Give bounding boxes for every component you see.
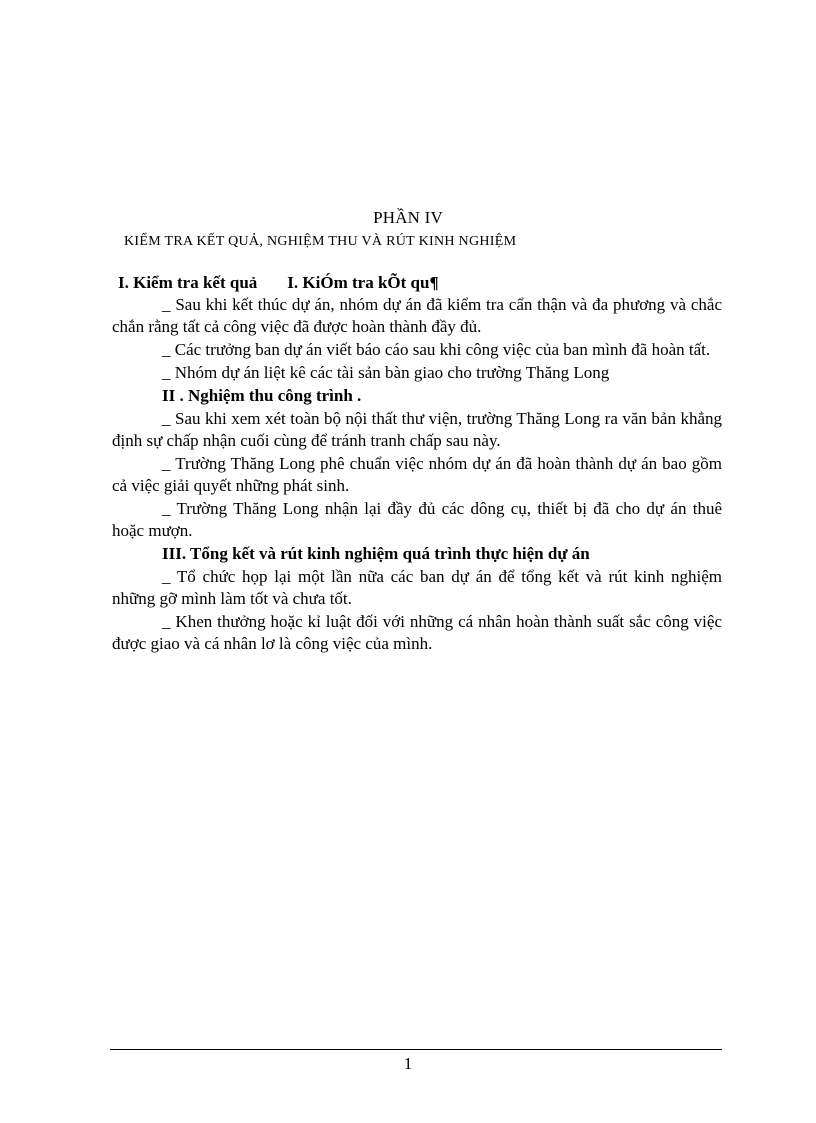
page-number: 1 <box>403 1054 413 1073</box>
section-1-paragraph: _ Các trưởng ban dự án viết báo cáo sau khi công việc của ban mình đã hoàn tất. <box>162 340 711 359</box>
section-1-heading-garbled: I. KiÓm tra kÕt qu¶ <box>287 273 439 292</box>
section-1-heading-line <box>118 272 722 294</box>
section-3-heading: III. Tổng kết và rút kinh nghiệm quá trình thực hiện dự án <box>162 544 590 563</box>
section-1-heading: I. Kiểm tra kết quả <box>118 273 258 292</box>
section-2-paragraph: _ Sau khi xem xét toàn bộ nội thất thư viện, trường Thăng Long ra văn bản khẳng định sự chấp nhận cuối cùng để tránh tranh chấp sau này. <box>112 409 722 450</box>
section-2-heading: II . Nghiệm thu công trình . <box>162 386 362 405</box>
part-title: PHẦN IV <box>373 208 443 227</box>
section-3-paragraph: _ Tổ chức họp lại một lần nữa các ban dự án để tổng kết và rút kinh nghiệm những gỡ mình làm tốt và chưa tốt. <box>112 567 722 608</box>
section-3-paragraph: _ Khen thưởng hoặc kỉ luật đối với những cá nhân hoàn thành suất sắc công việc được giao và cá nhân lơ là công việc của mình. <box>112 612 722 653</box>
document-body <box>112 272 722 656</box>
part-subtitle: KIỂM TRA KẾT QUẢ, NGHIỆM THU VÀ RÚT KINH NGHIỆM <box>124 234 517 249</box>
section-2-paragraph: _ Trường Thăng Long phê chuẩn việc nhóm dự án đã hoàn thành dự án bao gồm cả việc giải quyết những phát sinh. <box>112 454 722 495</box>
section-1-paragraph: _ Nhóm dự án liệt kê các tài sản bàn giao cho trường Thăng Long <box>162 363 610 382</box>
section-1-paragraph: _ Sau khi kết thúc dự án, nhóm dự án đã kiểm tra cẩn thận và đa phương và chắc chắn rằng tất cả công việc đã được hoàn thành đầy đủ. <box>112 295 722 336</box>
footer-divider <box>110 1049 722 1050</box>
section-2-paragraph: _ Trường Thăng Long nhận lại đầy đủ các dông cụ, thiết bị đã cho dự án thuê hoặc mượn. <box>112 499 722 540</box>
